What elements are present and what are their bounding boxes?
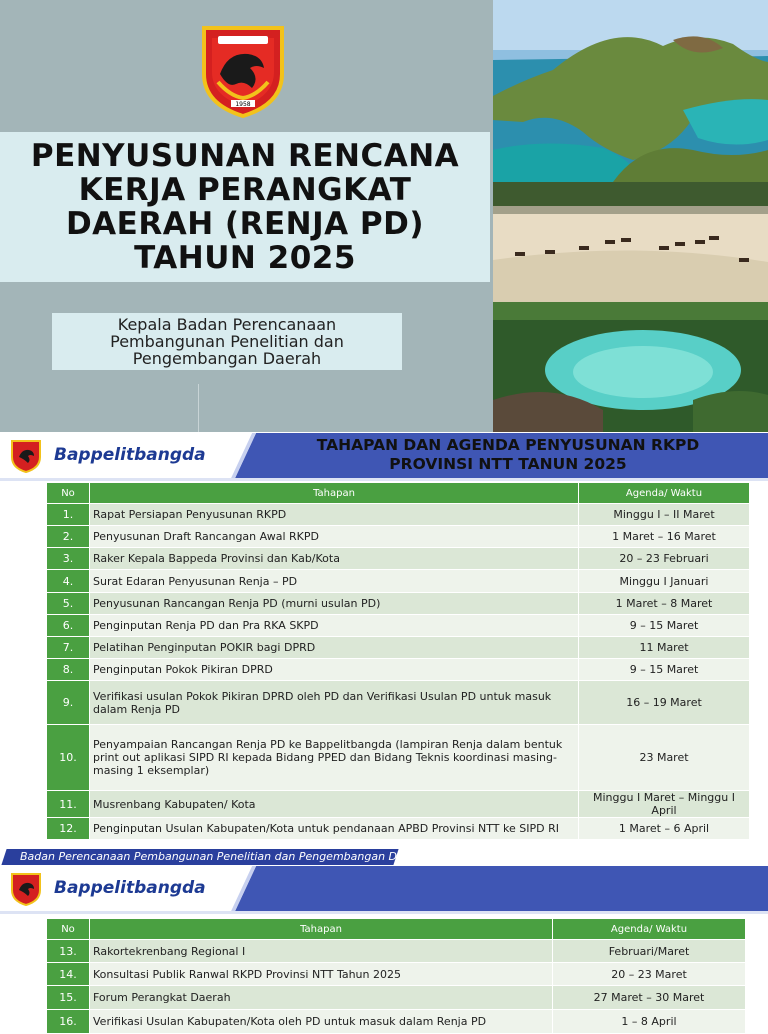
- table-row: [47, 570, 750, 593]
- cell-agenda: Februari/Maret: [553, 940, 746, 963]
- column-header-no: No: [47, 483, 90, 504]
- table-row: [47, 940, 746, 963]
- cell-no: 8.: [47, 659, 90, 681]
- cell-agenda: Minggu I Januari: [579, 570, 750, 593]
- cell-agenda: 1 Maret – 16 Maret: [579, 526, 750, 548]
- title-box: [0, 132, 490, 282]
- ntt-emblem-logo: [198, 22, 288, 118]
- cell-agenda: 20 – 23 Maret: [553, 963, 746, 986]
- table-row: [47, 659, 750, 681]
- divider: [198, 384, 199, 432]
- cell-no: 13.: [47, 940, 90, 963]
- table-row: [47, 963, 746, 986]
- table-row: [47, 725, 750, 791]
- cell-tahapan: Musrenbang Kabupaten/ Kota: [90, 791, 579, 818]
- island-photo: [493, 0, 768, 182]
- cell-agenda: 20 – 23 Februari: [579, 548, 750, 570]
- cell-tahapan: Pelatihan Penginputan POKIR bagi DPRD: [90, 637, 579, 659]
- cell-tahapan: Forum Perangkat Daerah: [90, 986, 553, 1010]
- header-underline: [0, 911, 768, 914]
- cell-agenda: 9 – 15 Maret: [579, 659, 750, 681]
- table-row: [47, 504, 750, 526]
- cell-tahapan: Penginputan Pokok Pikiran DPRD: [90, 659, 579, 681]
- table-row: [47, 593, 750, 615]
- cell-agenda: 1 – 8 April: [553, 1010, 746, 1034]
- cell-no: 5.: [47, 593, 90, 615]
- cell-tahapan: Penginputan Usulan Kabupaten/Kota untuk pendanaan APBD Provinsi NTT ke SIPD RI: [90, 818, 579, 840]
- bappelitbangda-logo-icon: [10, 439, 42, 473]
- table-row: [47, 615, 750, 637]
- cell-agenda: 23 Maret: [579, 725, 750, 791]
- slide-header-2: [0, 866, 768, 914]
- cell-tahapan: Raker Kepala Bappeda Provinsi dan Kab/Kota: [90, 548, 579, 570]
- cell-tahapan: Surat Edaran Penyusunan Renja – PD: [90, 570, 579, 593]
- table-row: [47, 818, 750, 840]
- cell-no: 12.: [47, 818, 90, 840]
- cell-tahapan: Rakortekrenbang Regional I: [90, 940, 553, 963]
- subtitle-box: [52, 313, 402, 370]
- cell-no: 3.: [47, 548, 90, 570]
- table-header-row: [47, 919, 746, 940]
- emblem-year: 1958: [235, 101, 251, 108]
- cell-no: 14.: [47, 963, 90, 986]
- cell-agenda: 11 Maret: [579, 637, 750, 659]
- slide-heading: [258, 436, 758, 474]
- cell-agenda: Minggu I – II Maret: [579, 504, 750, 526]
- cell-no: 11.: [47, 791, 90, 818]
- cell-tahapan: Penyampaian Rancangan Renja PD ke Bappelitbangda (lampiran Renja dalam bentuk print out aplikasi SIPD RI kepada Bidang PPED dan Bidang Teknis koordinasi masing-masing 1 eksemplar): [90, 725, 579, 791]
- cell-agenda: 9 – 15 Maret: [579, 615, 750, 637]
- slide-title: PENYUSUNAN RENCANA KERJA PERANGKAT DAERAH (RENJA PD) TAHUN 2025: [30, 138, 460, 276]
- cell-no: 7.: [47, 637, 90, 659]
- cell-agenda: Minggu I Maret – Minggu I April: [579, 791, 750, 818]
- agenda-table-body-2: [47, 940, 746, 1034]
- title-slide: [0, 0, 768, 432]
- cell-agenda: 27 Maret – 30 Maret: [553, 986, 746, 1010]
- slide-header: [0, 433, 768, 481]
- cell-tahapan: Verifikasi Usulan Kabupaten/Kota oleh PD untuk masuk dalam Renja PD: [90, 1010, 553, 1034]
- agenda-table-body: [47, 504, 750, 840]
- cell-agenda: 1 Maret – 6 April: [579, 818, 750, 840]
- table-row: [47, 791, 750, 818]
- cell-no: 2.: [47, 526, 90, 548]
- column-header-no: No: [47, 919, 90, 940]
- cell-no: 9.: [47, 681, 90, 725]
- beach-horses-photo: [493, 182, 768, 302]
- cell-no: 10.: [47, 725, 90, 791]
- cell-no: 15.: [47, 986, 90, 1010]
- table-row: [47, 526, 750, 548]
- bappelitbangda-logo-icon: [10, 872, 42, 906]
- cell-tahapan: Rapat Persiapan Penyusunan RKPD: [90, 504, 579, 526]
- heading-line-2: PROVINSI NTT TANUN 2025: [389, 455, 627, 473]
- table-header-row: [47, 483, 750, 504]
- table-row: [47, 637, 750, 659]
- agenda-table: [46, 482, 750, 840]
- header-band: [232, 866, 768, 914]
- cell-no: 1.: [47, 504, 90, 526]
- agenda-table-2: [46, 918, 746, 1034]
- column-header-tahapan: Tahapan: [90, 919, 553, 940]
- slide-subtitle: Kepala Badan Perencanaan Pembangunan Penelitian dan Pengembangan Daerah: [110, 315, 344, 368]
- table-row: [47, 548, 750, 570]
- column-header-tahapan: Tahapan: [90, 483, 579, 504]
- cell-tahapan: Penyusunan Rancangan Renja PD (murni usulan PD): [90, 593, 579, 615]
- cell-no: 6.: [47, 615, 90, 637]
- table-row: [47, 681, 750, 725]
- cell-no: 4.: [47, 570, 90, 593]
- brand-name: Bappelitbangda: [54, 878, 206, 898]
- brand-name: Bappelitbangda: [54, 445, 206, 465]
- cell-agenda: 1 Maret – 8 Maret: [579, 593, 750, 615]
- header-underline: [0, 478, 768, 481]
- table-row: [47, 986, 746, 1010]
- landscape-photos: [493, 0, 768, 432]
- table-row: [47, 1010, 746, 1034]
- cell-tahapan: Verifikasi usulan Pokok Pikiran DPRD oleh PD dan Verifikasi Usulan PD untuk masuk dalam Renja PD: [90, 681, 579, 725]
- footer-text: Badan Perencanaan Pembangunan Penelitian dan Pengembangan Daerah: [20, 850, 429, 863]
- column-header-agenda: Agenda/ Waktu: [579, 483, 750, 504]
- cell-no: 16.: [47, 1010, 90, 1034]
- cell-tahapan: Konsultasi Publik Ranwal RKPD Provinsi NTT Tahun 2025: [90, 963, 553, 986]
- lagoon-photo: [493, 302, 768, 432]
- cell-agenda: 16 – 19 Maret: [579, 681, 750, 725]
- column-header-agenda: Agenda/ Waktu: [553, 919, 746, 940]
- cell-tahapan: Penginputan Renja PD dan Pra RKA SKPD: [90, 615, 579, 637]
- cell-tahapan: Penyusunan Draft Rancangan Awal RKPD: [90, 526, 579, 548]
- heading-line-1: TAHAPAN DAN AGENDA PENYUSUNAN RKPD: [316, 436, 700, 454]
